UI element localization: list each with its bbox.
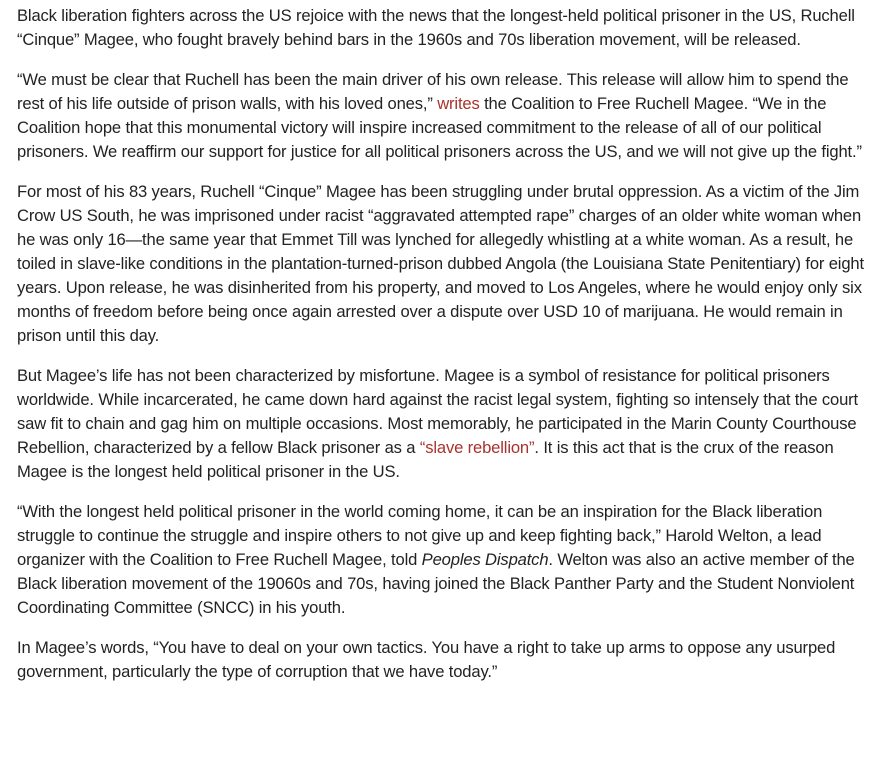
slave-rebellion-link[interactable]: “slave rebellion”: [419, 438, 535, 457]
paragraph-4-text-a: But Magee’s life has not been characterized by misfortune. Magee is a symbol of resistance for political prisoners worldwide. While incarcerated, he came down hard against the racist legal system, fighting so intensely that the court saw fit to chain and gag him on multiple occasions. Most memorably, he participated in the Marin County Courthouse Rebellion, characterized by a fellow Black prisoner as a: [17, 366, 859, 457]
paragraph-5-text-a: “With the longest held political prisoner in the world coming home, it can be an inspiration for the Black liberation struggle to continue the struggle and inspire others to not give up and keep fighting back,” Harold Welton, a lead organizer with the Coalition to Free Ruchell Magee, told: [17, 502, 823, 569]
paragraph-5-text-b: . Welton was also an active member of the Black liberation movement of the 19060s and 70s, having joined the Black Panther Party and the Student Nonviolent Coordinating Committee (SNCC) in his youth.: [17, 550, 855, 617]
paragraph-6-text: In Magee’s words, “You have to deal on your own tactics. You have a right to take up arms to oppose any usurped government, particularly the type of corruption that we have today.”: [17, 638, 836, 681]
paragraph-2-text-b: the Coalition to Free Ruchell Magee. “We in the Coalition hope that this monumental victory will inspire increased commitment to the release of all of our political prisoners. We reaffirm our support for justice for all political prisoners across the US, and we will not give up the fight.”: [17, 94, 862, 161]
paragraph-4-text-b: . It is this act that is the crux of the reason Magee is the longest held political prisoner in the US.: [17, 438, 834, 481]
paragraph-2: [17, 68, 870, 164]
paragraph-3-text: For most of his 83 years, Ruchell “Cinque” Magee has been struggling under brutal oppression. As a victim of the Jim Crow US South, he was imprisoned under racist “aggravated attempted rape” charges of an older white woman when he was only 16—the same year that Emmet Till was lynched for allegedly whistling at a white woman. As a result, he toiled in slave-like conditions in the plantation-turned-prison dubbed Angola (the Louisiana State Penitentiary) for eight years. Upon release, he was disinherited from his property, and moved to Los Angeles, where he would enjoy only six months of freedom before being once again arrested over a dispute over USD 10 of marijuana. He would remain in prison until this day.: [17, 182, 864, 345]
paragraph-5: [17, 500, 870, 620]
writes-link[interactable]: writes: [437, 94, 480, 113]
paragraph-2-text-a: “We must be clear that Ruchell has been the main driver of his own release. This release will allow him to spend the rest of his life outside of prison walls, with his loved ones,”: [17, 70, 849, 113]
paragraph-4: [17, 364, 870, 484]
paragraph-6: [17, 636, 870, 684]
paragraph-1: [17, 4, 870, 52]
peoples-dispatch-italic: Peoples Dispatch: [421, 550, 549, 569]
paragraph-1-text: Black liberation fighters across the US rejoice with the news that the longest-held political prisoner in the US, Ruchell “Cinque” Magee, who fought bravely behind bars in the 1960s and 70s liberation movement, will be released.: [17, 6, 855, 49]
paragraph-3: [17, 180, 870, 348]
